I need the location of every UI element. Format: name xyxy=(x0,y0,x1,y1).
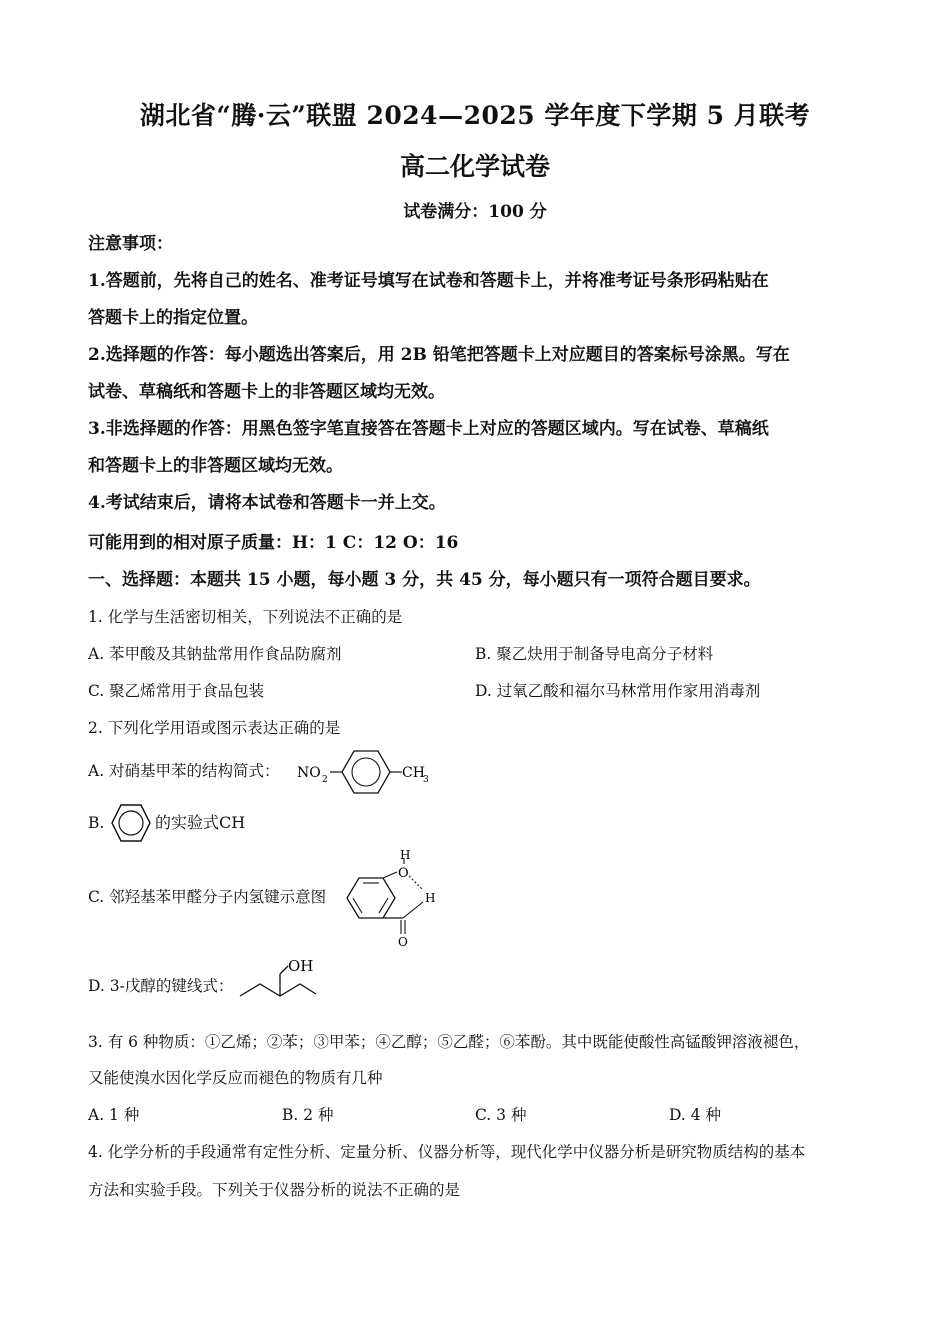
q2-option-c-text: C. 邻羟基苯甲醛分子内氢键示意图 xyxy=(88,888,327,906)
q1-option-b: B. 聚乙炔用于制备导电高分子材料 xyxy=(475,645,714,663)
notice-line-1: 1.答题前，先将自己的姓名、准考证号填写在试卷和答题卡上，并将准考证号条形码粘贴在 xyxy=(88,271,769,291)
nitro-group-label: NO xyxy=(297,765,321,781)
notice-line-7: 4.考试结束后，请将本试卷和答题卡一并上交。 xyxy=(88,493,446,513)
p-nitrotoluene-structure xyxy=(296,744,436,800)
q2-option-b-text: 的实验式CH xyxy=(155,813,246,832)
q2-option-b-label: B. xyxy=(88,814,105,832)
atomic-mass-line: 可能用到的相对原子质量：H：1 C：12 O：16 xyxy=(88,533,459,553)
q2-option-d-text: D. 3-戊醇的键线式： xyxy=(88,977,234,995)
section-heading: 一、选择题：本题共 15 小题，每小题 3 分，共 45 分，每小题只有一项符合题目要求。 xyxy=(88,570,761,590)
full-score: 试卷满分：100 分 xyxy=(403,202,547,222)
notice-line-5: 3.非选择题的作答：用黑色签字笔直接答在答题卡上对应的答题区域内。写在试卷、草稿纸 xyxy=(88,419,769,439)
q2-stem: 2. 下列化学用语或图示表达正确的是 xyxy=(88,719,341,737)
q3-option-b: B. 2 种 xyxy=(282,1106,334,1124)
q3-stem-line-2: 又能使溴水因化学反应而褪色的物质有几种 xyxy=(88,1069,383,1087)
notice-heading: 注意事项： xyxy=(88,234,173,254)
q1-stem: 1. 化学与生活密切相关，下列说法不正确的是 xyxy=(88,608,403,626)
q1-option-c: C. 聚乙烯常用于食品包装 xyxy=(88,682,265,700)
notice-line-4: 试卷、草稿纸和答题卡上的非答题区域均无效。 xyxy=(88,382,445,402)
benzene-structure xyxy=(108,801,154,845)
notice-line-6: 和答题卡上的非答题区域均无效。 xyxy=(88,456,343,476)
aldehyde-oxygen-label: O xyxy=(398,935,408,948)
nitro-group-subscript: 2 xyxy=(322,775,328,785)
q4-stem-line-2: 方法和实验手段。下列关于仪器分析的说法不正确的是 xyxy=(88,1181,461,1199)
q3-option-d: D. 4 种 xyxy=(669,1106,722,1124)
3-pentanol-skeletal-structure xyxy=(236,954,320,1006)
methyl-group-subscript: 3 xyxy=(423,775,429,785)
salicylaldehyde-hbond-structure xyxy=(343,850,443,948)
notice-line-2: 答题卡上的指定位置。 xyxy=(88,308,258,328)
aldehyde-hydrogen-label: H xyxy=(425,891,436,905)
methyl-group-label: CH xyxy=(402,765,425,781)
q3-option-c: C. 3 种 xyxy=(475,1106,527,1124)
q3-stem-line-1: 3. 有 6 种物质：①乙烯；②苯；③甲苯；④乙醇；⑤乙醛；⑥苯酚。其中既能使酸性高锰酸钾溶液褪色， xyxy=(88,1033,810,1051)
q2-option-a-text: A. 对硝基甲苯的结构简式： xyxy=(88,762,280,780)
hydroxyl-hydrogen-label: H xyxy=(400,850,411,862)
q1-option-a: A. 苯甲酸及其钠盐常用作食品防腐剂 xyxy=(88,645,342,663)
exam-title: 湖北省“腾·云”联盟 2024—2025 学年度下学期 5 月联考 xyxy=(139,101,811,130)
q1-option-d: D. 过氧乙酸和福尔马林常用作家用消毒剂 xyxy=(475,682,761,700)
hydroxyl-label: OH xyxy=(288,957,314,975)
q4-stem-line-1: 4. 化学分析的手段通常有定性分析、定量分析、仪器分析等，现代化学中仪器分析是研究物质结构的基本 xyxy=(88,1143,806,1161)
q2-option-a xyxy=(88,760,280,782)
exam-subtitle: 高二化学试卷 xyxy=(399,152,550,181)
hydroxyl-oxygen-label: O xyxy=(398,866,409,881)
notice-line-3: 2.选择题的作答：每小题选出答案后，用 2B 铅笔把答题卡上对应题目的答案标号涂黑。写在 xyxy=(88,345,790,365)
q3-option-a: A. 1 种 xyxy=(88,1106,140,1124)
